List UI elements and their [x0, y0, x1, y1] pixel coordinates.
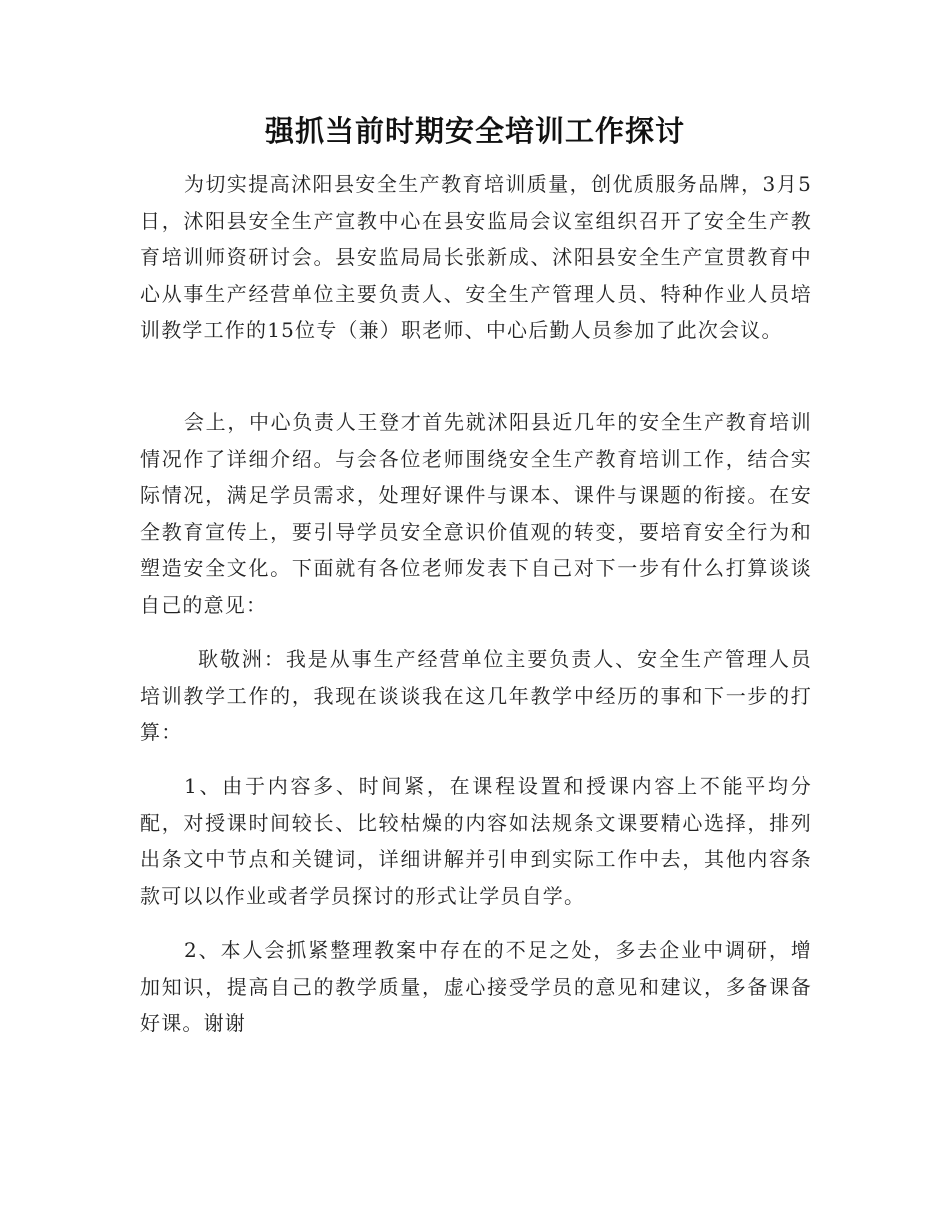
paragraph-meeting-summary: 会上，中心负责人王登才首先就沭阳县近几年的安全生产教育培训情况作了详细介绍。与会各位老师围绕安全生产教育培训工作，结合实际情况，满足学员需求，处理好课件与课本、课件与课题的衔接。在安全教育宣传上，要引导学员安全意识价值观的转变，要培育安全行为和塑造安全文化。下面就有各位老师发表下自己对下一步有什么打算谈谈自己的意见：	[140, 410, 812, 617]
paragraph-point-2: 2、本人会抓紧整理教案中存在的不足之处，多去企业中调研，增加知识，提高自己的教学质量，虚心接受学员的意见和建议，多备课备好课。谢谢	[140, 938, 812, 1035]
paragraph-speaker-intro: 耿敬洲：我是从事生产经营单位主要负责人、安全生产管理人员培训教学工作的，我现在谈谈我在这几年教学中经历的事和下一步的打算：	[140, 647, 812, 744]
paragraph-point-1: 1、由于内容多、时间紧，在课程设置和授课内容上不能平均分配，对授课时间较长、比较枯燥的内容如法规条文课要精心选择，排列出条文中节点和关键词，详细讲解并引申到实际工作中去，其他内容条款可以以作业或者学员探讨的形式让学员自学。	[140, 774, 812, 908]
paragraph-meeting-intro: 为切实提高沭阳县安全生产教育培训质量，创优质服务品牌，3月5日，沭阳县安全生产宣教中心在县安监局会议室组织召开了安全生产教育培训师资研讨会。县安监局局长张新成、沭阳县安全生产宣贯教育中心从事生产经营单位主要负责人、安全生产管理人员、特种作业人员培训教学工作的15位专（兼）职老师、中心后勤人员参加了此次会议。	[140, 172, 812, 342]
document-title: 强抓当前时期安全培训工作探讨	[264, 114, 685, 148]
